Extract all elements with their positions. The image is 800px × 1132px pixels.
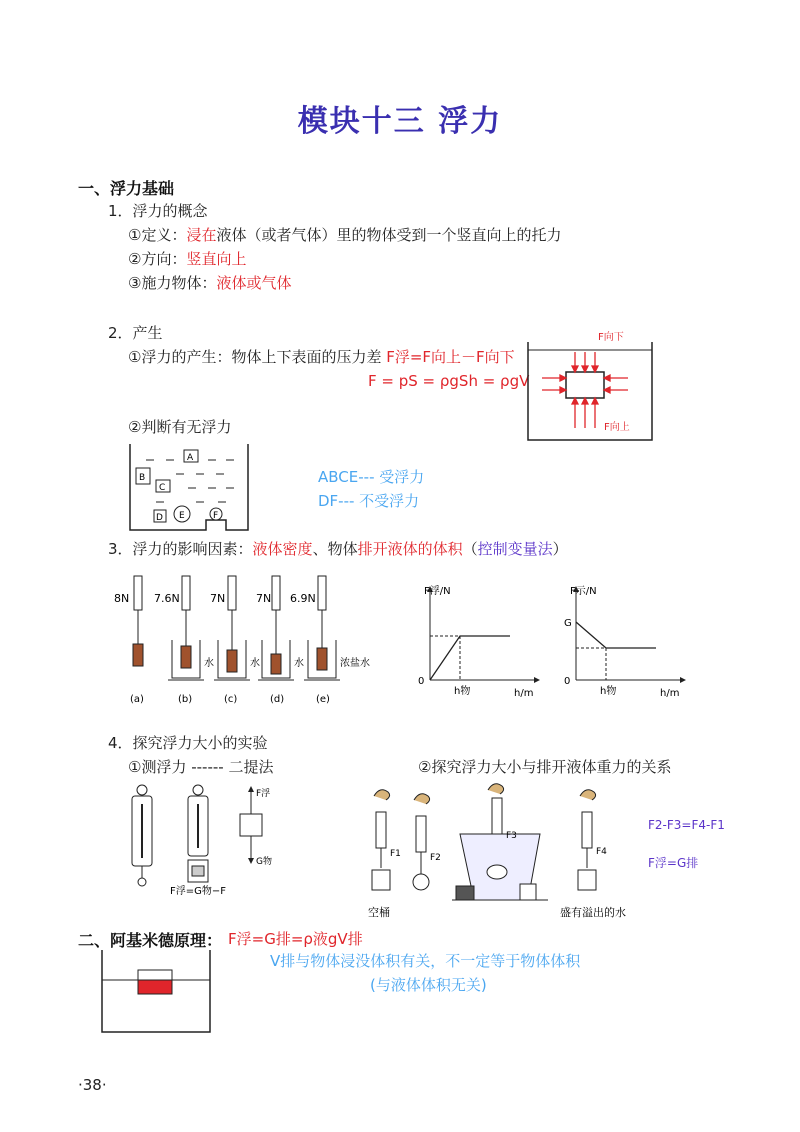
page-number: ·38· (78, 1076, 107, 1094)
graph1-xlabel: h/m (514, 688, 534, 699)
two-step-method-diagram (126, 778, 286, 900)
section-2-heading: 二、阿基米德原理： (78, 931, 223, 950)
f-up-label: F向上 (604, 422, 630, 433)
item2-heading: 2．产生 (108, 324, 163, 342)
graph2-xlabel: h/m (660, 688, 680, 699)
cause-line: ①浮力的产生：物体上下表面的压力差 F浮=F向上－F向下 (128, 348, 515, 366)
gw-label: G物 (256, 857, 272, 867)
pressure-formula: F = pS = ρgSh = ρgV (368, 372, 530, 390)
buoyancy-depth-graph (410, 580, 540, 700)
source-line: ③施力物体：液体或气体 (128, 274, 292, 292)
f4-label: F4 (596, 847, 607, 857)
buoyancy-note-1: ABCE--- 受浮力 (318, 468, 425, 486)
item4-heading: 4．探究浮力大小的实验 (108, 734, 268, 752)
label-c: C (159, 483, 166, 493)
reading-c: 7N (210, 592, 226, 605)
archimedes-note-2: (与液体体积无关) (370, 976, 487, 994)
direction-line: ②方向：竖直向上 (128, 250, 247, 268)
item4-sub2: ②探究浮力大小与排开液体重力的关系 (418, 758, 672, 776)
reading-a: 8N (114, 592, 130, 605)
page-title: 模块十三 浮力 (297, 104, 503, 139)
f-down-label: F向下 (598, 332, 624, 343)
graph2-ylabel: F示/N (570, 586, 597, 597)
caption-d: (d) (270, 694, 285, 705)
judge-heading: ②判断有无浮力 (128, 418, 232, 436)
label-b: B (139, 473, 146, 483)
water-label-d: 水 (294, 658, 304, 669)
caption-b: (b) (178, 694, 193, 705)
item1-heading: 1．浮力的概念 (108, 202, 208, 220)
graph1-ylabel: F浮/N (424, 586, 451, 597)
label-e: E (179, 511, 185, 521)
caption-c: (c) (224, 694, 238, 705)
pressure-diagram (520, 328, 660, 448)
archimedes-experiment-diagram (360, 782, 650, 920)
graph2-g: G (564, 618, 572, 629)
scale-reading-graph (556, 580, 686, 700)
caption-e: (e) (316, 694, 330, 705)
formula-left: F浮=G物−F (170, 886, 227, 897)
water-label-b: 水 (204, 658, 214, 669)
empty-bucket-caption: 空桶 (368, 906, 390, 919)
reading-b: 7.6N (154, 592, 180, 605)
buoyancy-container-diagram (126, 438, 256, 533)
salt-water-label: 浓盐水 (340, 658, 370, 669)
graph2-origin: 0 (564, 676, 571, 687)
buoyancy-note-2: DF--- 不受浮力 (318, 492, 420, 510)
graph1-hmark: h物 (454, 686, 471, 697)
water-label-c: 水 (250, 658, 260, 669)
relation-1: F2-F3=F4-F1 (648, 818, 725, 832)
reading-e: 6.9N (290, 592, 316, 605)
definition-line: ①定义：浸在液体（或者气体）里的物体受到一个竖直向上的托力 (128, 226, 562, 244)
fbuoy-label: F浮 (256, 789, 271, 799)
section-1-heading: 一、浮力基础 (78, 179, 175, 198)
label-d: D (156, 513, 163, 523)
archimedes-container-diagram (100, 948, 220, 1038)
reading-d: 7N (256, 592, 272, 605)
f3-label: F3 (506, 831, 517, 841)
caption-a: (a) (130, 694, 144, 705)
spring-scale-experiments (110, 570, 370, 710)
f2-label: F2 (430, 853, 441, 863)
label-a: A (187, 453, 194, 463)
f1-label: F1 (390, 849, 401, 859)
label-f: F (213, 511, 219, 521)
item4-sub1: ①测浮力 ------ 二提法 (128, 758, 274, 776)
archimedes-note-1: V排与物体浸没体积有关，不一定等于物体体积 (270, 952, 581, 970)
relation-2: F浮=G排 (648, 856, 699, 870)
graph1-origin: 0 (418, 676, 425, 687)
archimedes-formula: F浮=G排=ρ液gV排 (228, 930, 363, 948)
graph2-hmark: h物 (600, 686, 617, 697)
overflow-caption: 盛有溢出的水 (560, 906, 626, 919)
scale-a (133, 576, 143, 666)
item3-heading: 3．浮力的影响因素：液体密度、物体排开液体的体积（控制变量法） (108, 540, 568, 558)
